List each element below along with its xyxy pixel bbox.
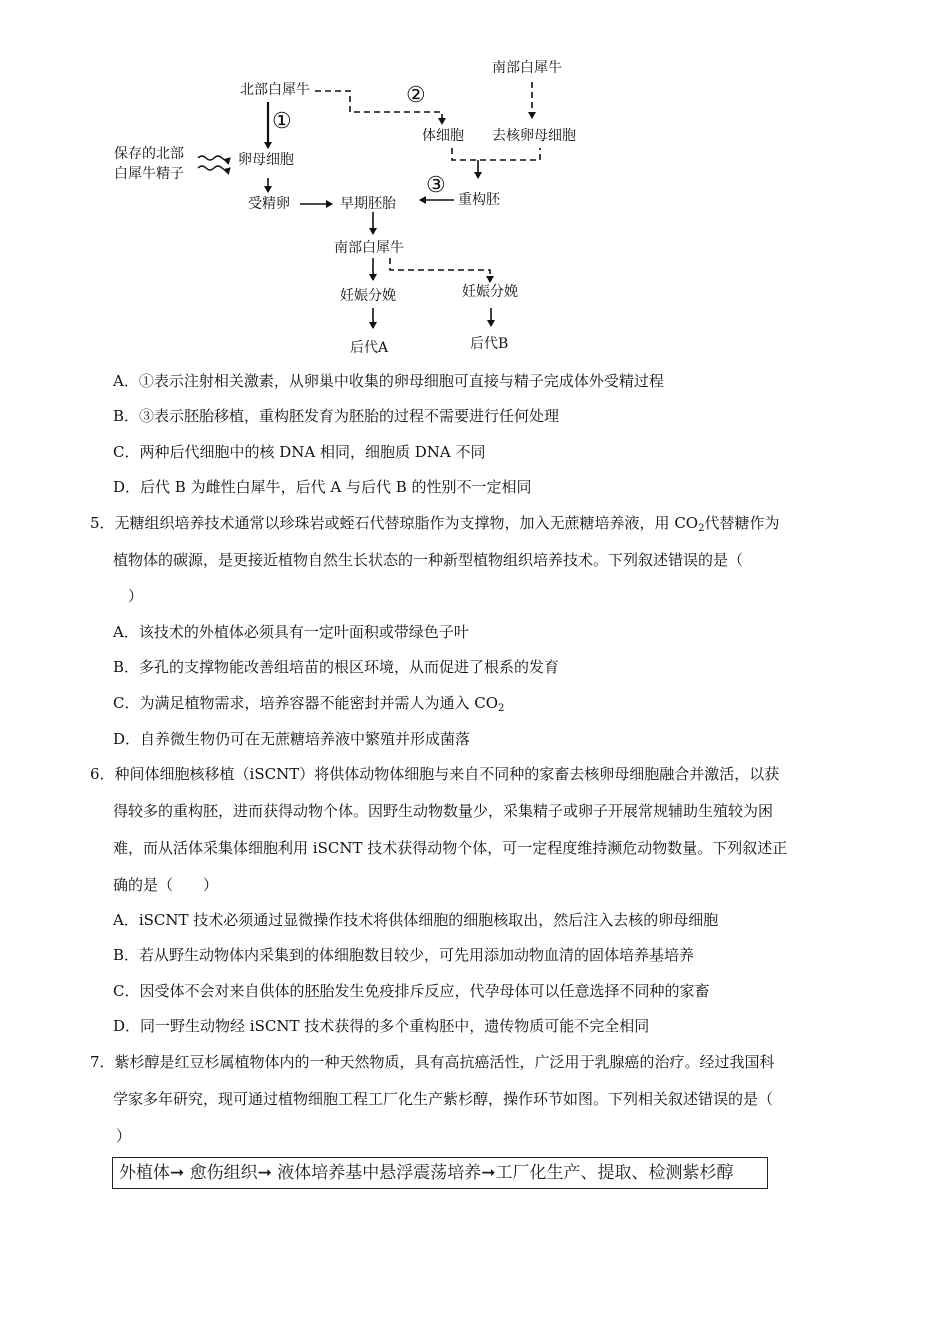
stored-sperm-line2: 白犀牛精子: [114, 166, 184, 182]
q6-stem-line2: 得较多的重构胚，进而获得动物个体。因野生动物数量少，采集精子或卵子开展常规辅助生殖较为困: [113, 802, 774, 820]
q5-option-c: C．为满足植物需求，培养容器不能密封并需人为通入 $CO_2$: [113, 694, 505, 714]
q4-option-d: D．后代 B 为雌性白犀牛，后代 A 与后代 B 的性别不一定相同: [113, 478, 532, 496]
marker-2: ②: [406, 83, 426, 108]
q6-stem-line4: 确的是（ ）: [113, 876, 219, 894]
q4-option-a: A．①表示注射相关激素，从卵巢中收集的卵母细胞可直接与精子完成体外受精过程: [113, 372, 664, 390]
q7-stem-line1: 7．紫杉醇是红豆杉属植物体内的一种天然物质，具有高抗癌活性，广泛用于乳腺癌的治疗。经过我国科: [90, 1053, 775, 1071]
marker-1: ①: [272, 109, 292, 134]
early-embryo: 早期胚胎: [340, 196, 396, 212]
reconstructed-embryo: 重构胚: [458, 192, 500, 208]
north-white-rhino: 北部白犀牛: [240, 82, 310, 98]
q5-option-b: B．多孔的支撑物能改善组培苗的根区环境，从而促进了根系的发育: [113, 658, 560, 676]
marker-3: ③: [426, 173, 446, 198]
q6-stem-line1: 6．种间体细胞核移植（iSCNT）将供体动物体细胞与来自不同种的家畜去核卵母细胞融合并激活，以获: [90, 765, 780, 783]
pregnancy-b: 妊娠分娩: [462, 284, 518, 300]
oocyte: 卵母细胞: [238, 152, 294, 168]
q5-stem-line1: 5．无糖组织培养技术通常以珍珠岩或蛭石代替琼脂作为支撑物，加入无蔗糖培养液，用 $CO_2$代替糖作为: [90, 514, 780, 534]
fertilized-egg: 受精卵: [248, 196, 290, 212]
rhino-breeding-diagram: [100, 50, 620, 360]
q6-option-c: C．因受体不会对来自供体的胚胎发生免疫排斥反应，代孕母体可以任意选择不同种的家畜: [113, 982, 710, 1000]
q7-process-flow-box: 外植体➞ 愈伤组织➞ 液体培养基中悬浮震荡培养➞工厂化生产、提取、检测紫杉醇: [112, 1157, 768, 1189]
pregnancy-a: 妊娠分娩: [340, 288, 396, 304]
south-white-rhino-mid: 南部白犀牛: [334, 240, 404, 256]
q5-stem-line3: ）: [128, 587, 144, 605]
offspring-a: 后代A: [350, 340, 389, 356]
q6-option-a: A．iSCNT 技术必须通过显微操作技术将供体细胞的细胞核取出，然后注入去核的卵母细胞: [113, 911, 719, 929]
q5-option-d: D．自养微生物仍可在无蔗糖培养液中繁殖并形成菌落: [113, 730, 471, 748]
q5-option-a: A．该技术的外植体必须具有一定叶面积或带绿色子叶: [113, 623, 469, 641]
south-white-rhino-top: 南部白犀牛: [492, 60, 562, 76]
q6-option-b: B．若从野生动物体内采集到的体细胞数目较少，可先用添加动物血清的固体培养基培养: [113, 946, 695, 964]
q6-option-d: D．同一野生动物经 iSCNT 技术获得的多个重构胚中，遗传物质可能不完全相同: [113, 1017, 650, 1035]
q6-stem-line3: 难，而从活体采集体细胞利用 iSCNT 技术获得动物个体，可一定程度维持濒危动物数量。下列叙述正: [113, 839, 788, 857]
q4-option-c: C．两种后代细胞中的核 DNA 相同，细胞质 DNA 不同: [113, 443, 486, 461]
stored-sperm-line1: 保存的北部: [114, 146, 184, 162]
q4-option-b: B．③表示胚胎移植，重构胚发育为胚胎的过程不需要进行任何处理: [113, 407, 560, 425]
enucleated-oocyte: 去核卵母细胞: [492, 128, 576, 144]
q7-stem-line3: ）: [116, 1127, 132, 1145]
somatic-cell: 体细胞: [422, 128, 464, 144]
q5-stem-line2: 植物体的碳源，是更接近植物自然生长状态的一种新型植物组织培养技术。下列叙述错误的是（: [113, 551, 744, 569]
q7-stem-line2: 学家多年研究，现可通过植物细胞工程工厂化生产紫杉醇，操作环节如图。下列相关叙述错误的是（: [113, 1090, 774, 1108]
offspring-b: 后代B: [470, 336, 509, 352]
